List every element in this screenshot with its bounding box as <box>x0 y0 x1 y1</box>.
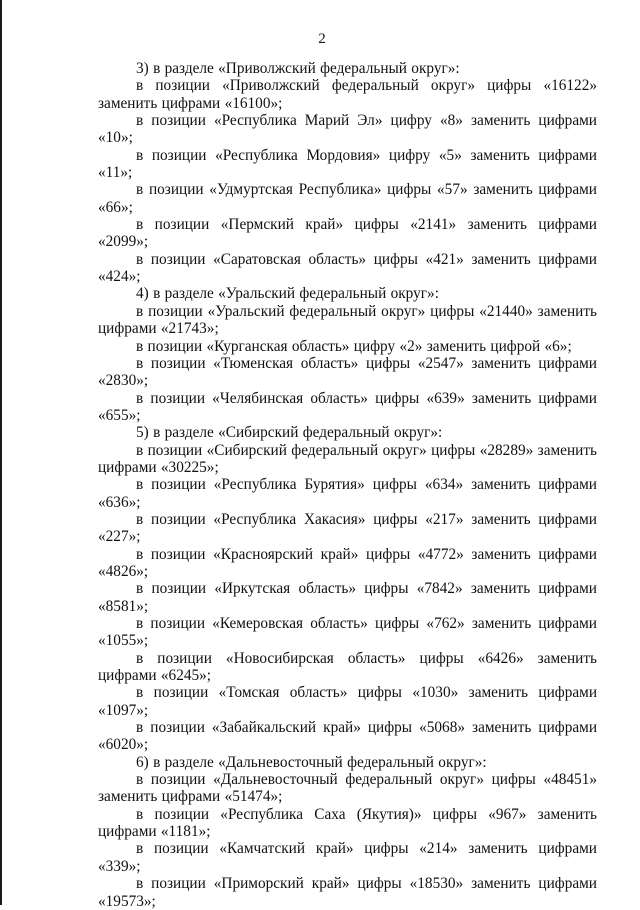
paragraph: в позиции «Уральский федеральный округ» цифры «21440» заменить цифрами «21743»; <box>98 302 597 338</box>
paragraph: в позиции «Новосибирская область» цифры «6426» заменить цифрами «6245»; <box>98 649 597 685</box>
paragraph: в позиции «Республика Марий Эл» цифру «8» заменить цифрами «10»; <box>98 112 597 147</box>
paragraph: в позиции «Дальневосточный федеральный округ» цифры «48451» заменить цифрами «51474»; <box>98 771 597 806</box>
paragraph: в позиции «Республика Саха (Якутия)» цифры «967» заменить цифрами «1181»; <box>98 805 597 841</box>
paragraph: в позиции «Тюменская область» цифры «2547» заменить цифрами «2830»; <box>98 354 597 390</box>
paragraph: в позиции «Иркутская область» цифры «7842» заменить цифрами «8581»; <box>98 580 597 615</box>
paragraph: в позиции «Приморский край» цифры «18530» заменить цифрами «19573»; <box>98 875 597 910</box>
paragraph: в позиции «Саратовская область» цифры «421» заменить цифрами «424»; <box>98 250 597 286</box>
paragraph: в позиции «Удмуртская Республика» цифры «57» заменить цифрами «66»; <box>98 181 597 216</box>
paragraph: в позиции «Республика Мордовия» цифру «5» заменить цифрами «11»; <box>98 146 597 182</box>
paragraph: в позиции «Красноярский край» цифры «4772» заменить цифрами «4826»; <box>98 545 597 580</box>
section-heading-volga: 3) в разделе «Приволжский федеральный округ»: <box>136 60 460 77</box>
section-heading-far-east: 6) в разделе «Дальневосточный федеральный округ»: <box>136 753 487 771</box>
paragraph: в позиции «Камчатский край» цифры «214» заменить цифрами «339»; <box>98 840 597 875</box>
page-number: 2 <box>318 31 326 47</box>
paragraph: в позиции «Курганская область» цифру «2» заменить цифрой «6»; <box>136 337 572 355</box>
paragraph: в позиции «Сибирский федеральный округ» цифры «28289» заменить цифрами «30225»; <box>98 441 597 476</box>
paragraph: в позиции «Челябинская область» цифры «639» заменить цифрами «655»; <box>98 389 597 424</box>
paragraph: в позиции «Приволжский федеральный округ» цифры «16122» заменить цифрами «16100»; <box>98 77 597 112</box>
paragraph: в позиции «Кемеровская область» цифры «762» заменить цифрами «1055»; <box>98 615 597 650</box>
paragraph: в позиции «Томская область» цифры «1030» заменить цифрами «1097»; <box>98 684 597 719</box>
paragraph: в позиции «Республика Бурятия» цифры «634» заменить цифрами «636»; <box>98 476 597 511</box>
paragraph: в позиции «Пермский край» цифры «2141» заменить цифрами «2099»; <box>98 216 597 251</box>
section-heading-siberia: 5) в разделе «Сибирский федеральный округ»: <box>136 424 443 442</box>
document-body <box>98 60 597 910</box>
paragraph: в позиции «Забайкальский край» цифры «5068» заменить цифрами «6020»; <box>98 719 597 754</box>
paragraph: в позиции «Республика Хакасия» цифры «217» заменить цифрами «227»; <box>98 510 597 546</box>
section-heading-ural: 4) в разделе «Уральский федеральный округ»: <box>136 285 439 303</box>
